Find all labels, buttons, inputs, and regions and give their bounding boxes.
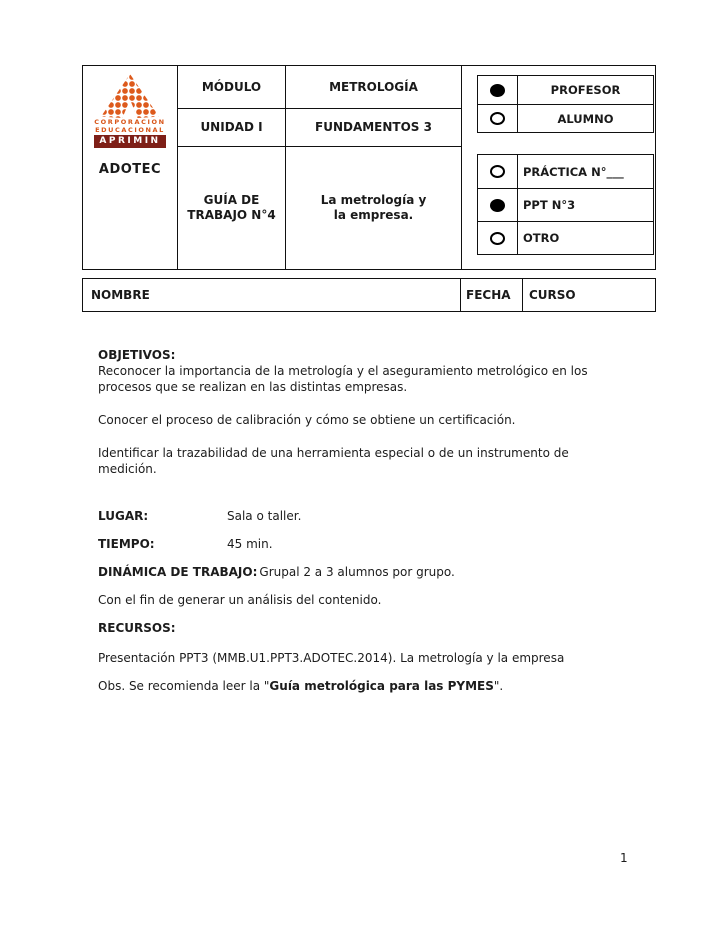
lugar-value: Sala o taller. (227, 509, 302, 523)
tiempo-row (98, 536, 606, 552)
unidad-value: FUNDAMENTOS 3 (315, 120, 432, 134)
otro-row (478, 221, 653, 254)
curso-field-label: CURSO (529, 288, 576, 302)
document-body (98, 347, 606, 694)
header-mid-column (178, 66, 462, 269)
org-name: ADOTEC (98, 162, 162, 177)
name-bar (82, 278, 656, 312)
otro-label: OTRO (523, 231, 560, 245)
profesor-circle-cell (478, 76, 518, 104)
page-number: 1 (620, 851, 628, 865)
profesor-radio-icon (490, 84, 505, 97)
document-sheet (82, 65, 656, 312)
ppt-label: PPT N°3 (523, 198, 576, 212)
table-row-modulo (178, 66, 461, 108)
recursos-heading: RECURSOS: (98, 621, 176, 635)
doc-type-check-group (477, 154, 654, 255)
unidad-label: UNIDAD I (178, 109, 286, 146)
ppt-radio-icon (490, 199, 505, 212)
lugar-row (98, 508, 606, 524)
dinamica-row (98, 564, 606, 580)
modulo-value: METROLOGÍA (329, 79, 418, 94)
fecha-field-label: FECHA (461, 279, 523, 311)
objetivo-3: Identificar la trazabilidad de una herramienta especial o de un instrumento de medición. (98, 446, 569, 476)
practica-circle-cell (478, 155, 518, 188)
dinamica-note: Con el fin de generar un análisis del contenido. (98, 593, 382, 607)
obs-line (98, 678, 606, 694)
header-table (82, 65, 656, 270)
logo-cell (83, 66, 178, 269)
tiempo-value: 45 min. (227, 537, 273, 551)
tiempo-label: TIEMPO: (98, 537, 155, 551)
practica-row (478, 155, 653, 188)
logo-line-2: EDUCACIONAL (95, 126, 165, 134)
practica-radio-icon (490, 165, 505, 178)
obs-prefix: Obs. Se recomienda leer la " (98, 679, 270, 693)
ppt-row (478, 188, 653, 221)
guia-value: La metrología y la empresa. (320, 193, 427, 222)
aprimin-logo-icon (101, 74, 159, 118)
lugar-label: LUGAR: (98, 509, 149, 523)
alumno-radio-icon (490, 112, 505, 125)
ppt-circle-cell (478, 189, 518, 221)
alumno-label: ALUMNO (557, 111, 614, 126)
dinamica-value: Grupal 2 a 3 alumnos por grupo. (259, 565, 455, 579)
alumno-row (478, 104, 653, 132)
objetivos-heading: OBJETIVOS: (98, 348, 176, 362)
profesor-label: PROFESOR (550, 83, 621, 97)
objetivo-1: Reconocer la importancia de la metrología y el aseguramiento metrológico en los procesos que se realizan en las distintas empresas. (98, 364, 588, 394)
logo-line-1: CORPORACION (94, 118, 166, 126)
otro-circle-cell (478, 222, 518, 254)
otro-radio-icon (490, 232, 505, 245)
objetivo-2: Conocer el proceso de calibración y cómo se obtiene un certificación. (98, 413, 516, 427)
table-row-guia (178, 146, 461, 269)
profesor-row (478, 76, 653, 104)
practica-label: PRÁCTICA N°___ (523, 164, 624, 179)
nombre-field-label: NOMBRE (83, 279, 461, 311)
table-row-unidad (178, 108, 461, 146)
dinamica-label: DINÁMICA DE TRABAJO: (98, 565, 258, 579)
recursos-line: Presentación PPT3 (MMB.U1.PPT3.ADOTEC.2014). La metrología y la empresa (98, 651, 565, 665)
header-right-column (462, 66, 655, 269)
alumno-circle-cell (478, 105, 518, 132)
logo-band: APRIMIN (94, 135, 165, 148)
modulo-label: MÓDULO (178, 66, 286, 108)
guia-label: GUÍA DE TRABAJO N°4 (178, 147, 286, 269)
obs-bold: Guía metrológica para las PYMES (269, 679, 494, 693)
audience-check-group (477, 75, 654, 133)
obs-suffix: ". (493, 679, 504, 693)
